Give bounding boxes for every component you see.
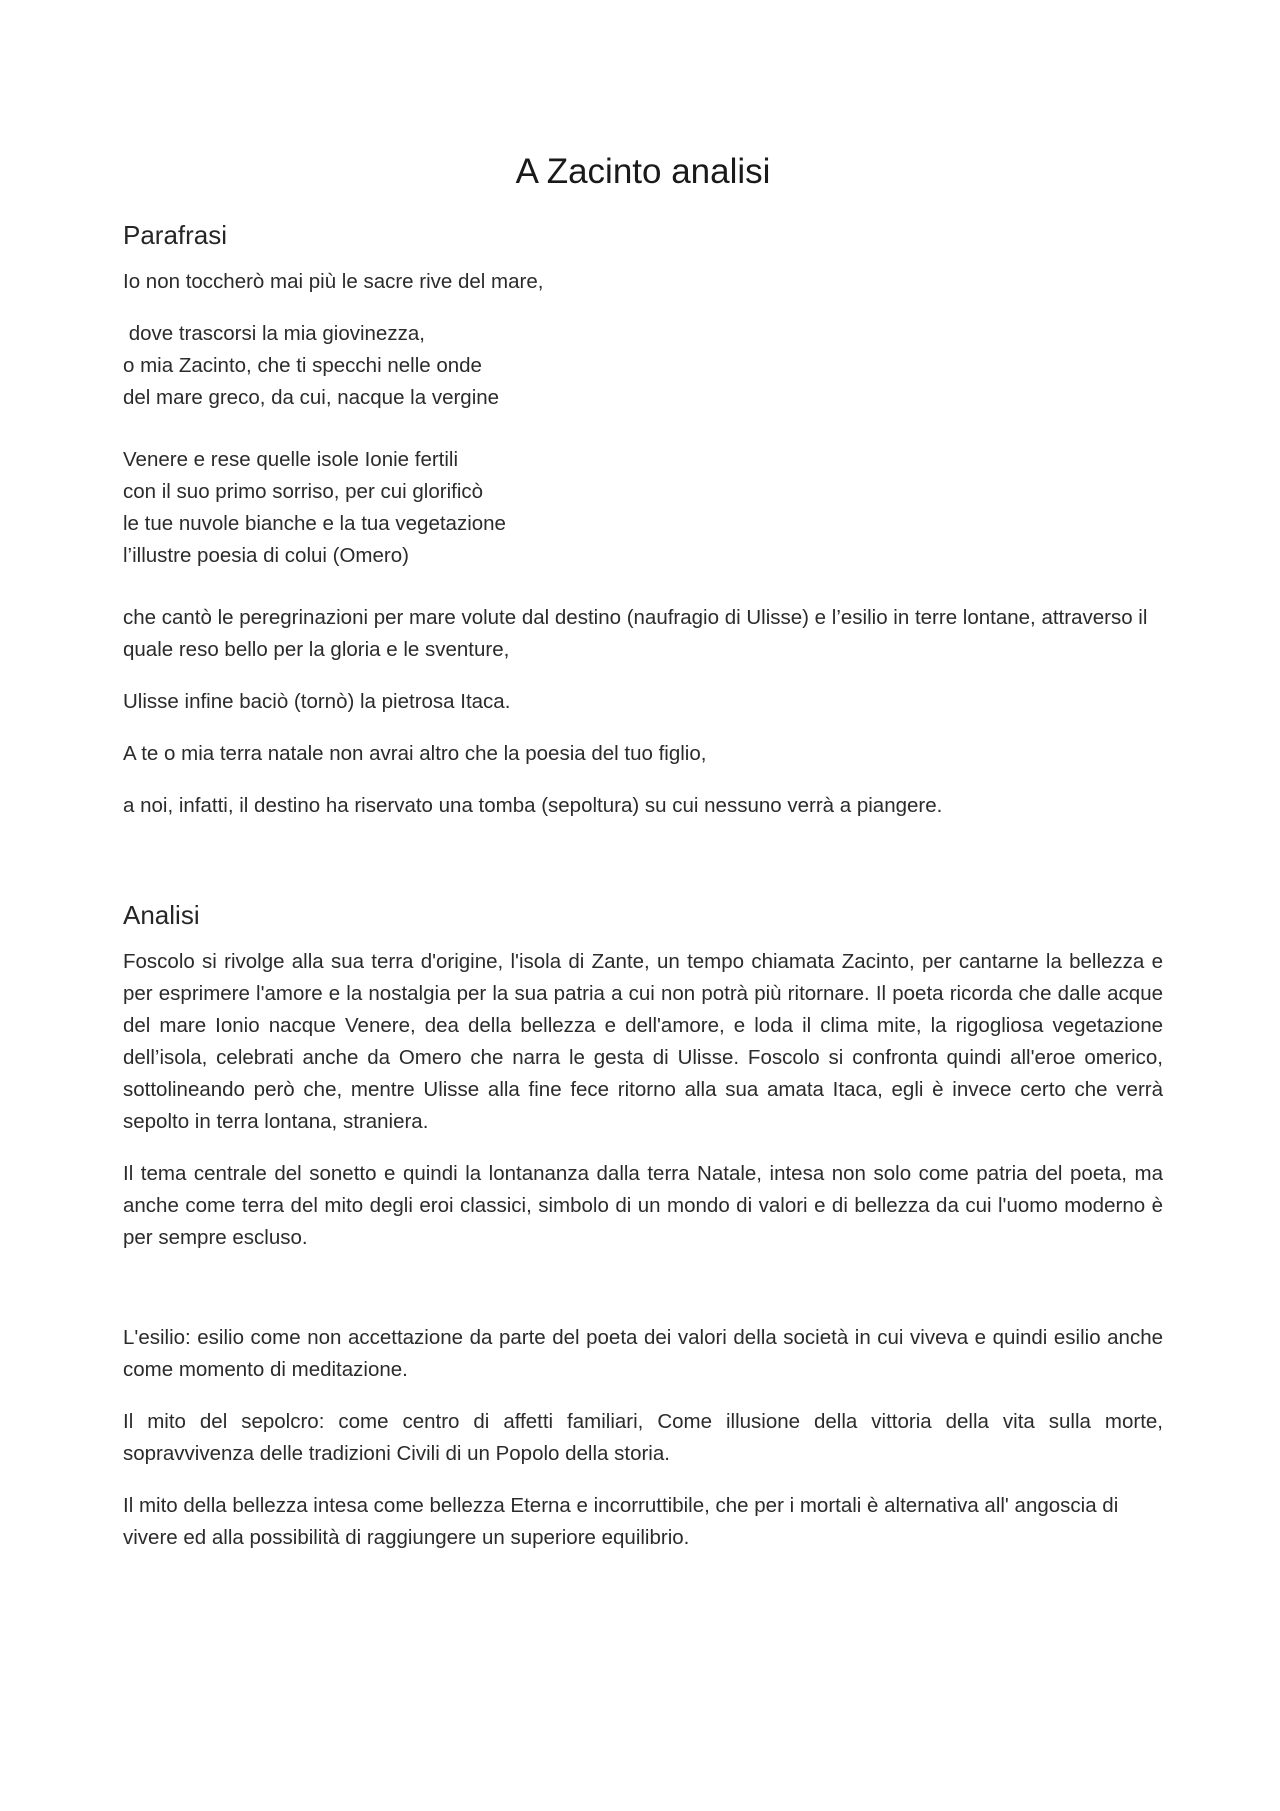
stanza-line: Venere e rese quelle isole Ionie fertili [123, 448, 459, 471]
parafrasi-line-1: Io non toccherò mai più le sacre rive del mare, [123, 270, 544, 293]
stanza-line: dove trascorsi la mia giovinezza, [123, 322, 425, 345]
parafrasi-paragraph-2: Ulisse infine baciò (tornò) la pietrosa Itaca. [123, 690, 511, 713]
analisi-paragraph-5: Il mito della bellezza intesa come bellezza Eterna e incorruttibile, che per i mortali è alternativa all' angoscia di vivere ed alla possibilità di raggiungere un superiore equilibrio. [123, 1494, 1119, 1549]
section-heading-analisi: Analisi [123, 900, 200, 930]
document-title: A Zacinto analisi [515, 152, 771, 191]
stanza-line: l’illustre poesia di colui (Omero) [123, 544, 409, 567]
parafrasi-paragraph-3: A te o mia terra natale non avrai altro che la poesia del tuo figlio, [123, 742, 707, 765]
analisi-paragraph-4: Il mito del sepolcro: come centro di affetti familiari, Come illusione della vittoria della vita sulla morte, sopravvivenza delle tradizioni Civili di un Popolo della storia. [123, 1410, 1163, 1465]
analisi-paragraph-2: Il tema centrale del sonetto e quindi la lontananza dalla terra Natale, intesa non solo come patria del poeta, ma anche come terra del mito degli eroi classici, simbolo di un mondo di valori e di bellezza da cui l'uomo moderno è per sempre escluso. [123, 1162, 1163, 1249]
document-page [123, 150, 1163, 1574]
spacer [123, 1274, 1163, 1322]
section-heading-parafrasi: Parafrasi [123, 220, 228, 250]
spacer [123, 842, 1163, 898]
parafrasi-stanza-1 [123, 318, 1163, 414]
stanza-line: o mia Zacinto, che ti specchi nelle onde [123, 354, 482, 377]
stanza-line: del mare greco, da cui, nacque la vergine [123, 386, 500, 409]
parafrasi-stanza-2 [123, 444, 1163, 572]
parafrasi-paragraph-1: che cantò le peregrinazioni per mare volute dal destino (naufragio di Ulisse) e l’esilio in terre lontane, attraverso il quale reso bello per la gloria e le sventure, [123, 606, 1148, 661]
analisi-paragraph-3: L'esilio: esilio come non accettazione da parte del poeta dei valori della società in cui viveva e quindi esilio anche come momento di meditazione. [123, 1326, 1163, 1381]
stanza-line: con il suo primo sorriso, per cui glorificò [123, 480, 484, 503]
analisi-paragraph-1: Foscolo si rivolge alla sua terra d'origine, l'isola di Zante, un tempo chiamata Zacinto, per cantarne la bellezza e per esprimere l'amore e la nostalgia per la sua patria a cui non potrà più ritornare. Il poeta ricorda che dalle acque del mare Ionio nacque Venere, dea della bellezza e dell'amore, e loda il clima mite, la rigogliosa vegetazione dell’isola, celebrati anche da Omero che narra le gesta di Ulisse. Foscolo si confronta quindi all'eroe omerico, sottolineando però che, mentre Ulisse alla fine fece ritorno alla sua amata Itaca, egli è invece certo che verrà sepolto in terra lontana, straniera. [123, 950, 1163, 1133]
stanza-line: le tue nuvole bianche e la tua vegetazione [123, 512, 506, 535]
parafrasi-paragraph-4: a noi, infatti, il destino ha riservato una tomba (sepoltura) su cui nessuno verrà a piangere. [123, 794, 943, 817]
